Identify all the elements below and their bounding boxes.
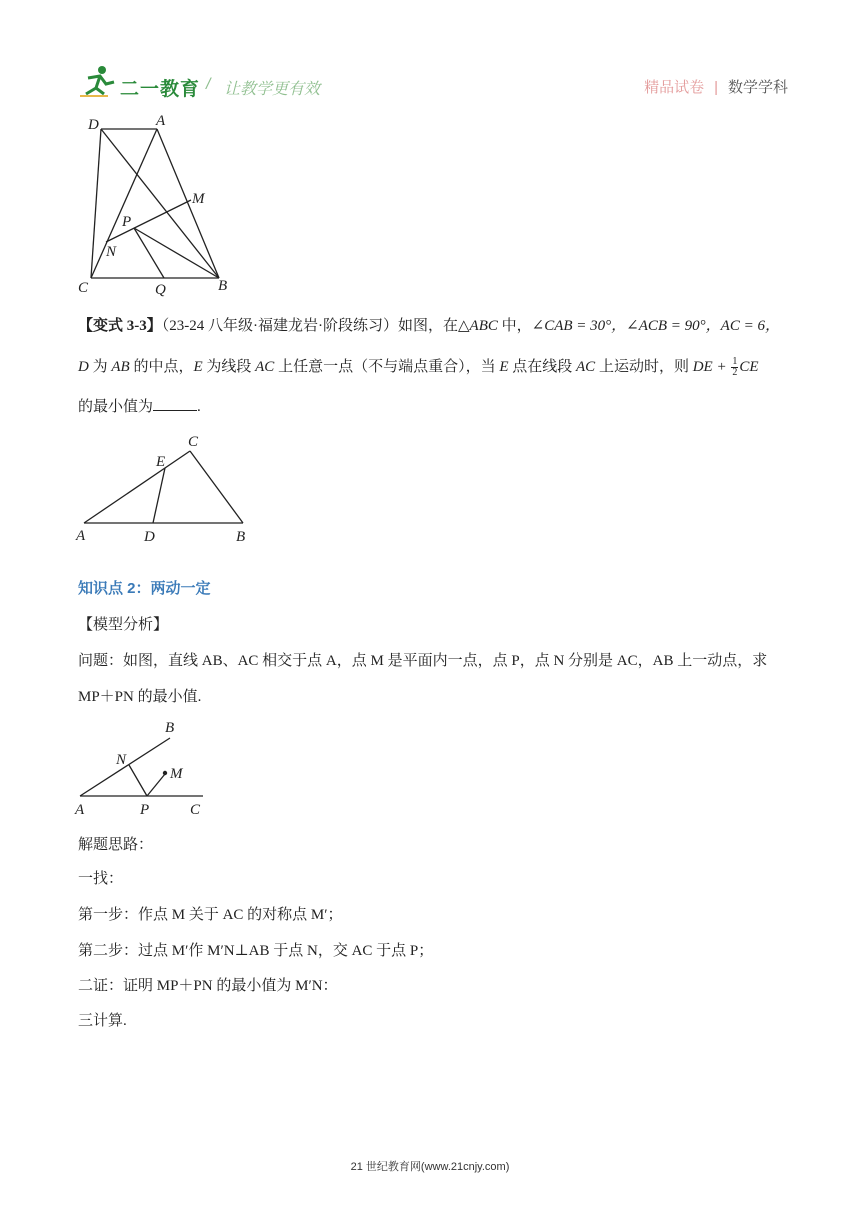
segment-pm — [147, 774, 165, 796]
header-label-quality: 精品试卷 — [644, 79, 705, 96]
label-c: C — [190, 802, 201, 818]
header-subject — [644, 76, 788, 97]
variant-prefix: 【变式 3-3】 — [78, 318, 162, 334]
question-line-2: MP＋PN 的最小值. — [78, 689, 202, 705]
variant-line-2 — [78, 356, 759, 378]
point-m — [163, 771, 167, 775]
var-t4: 上任意一点（不与端点重合），当 — [274, 359, 500, 375]
var-period: . — [197, 399, 201, 415]
var-e2: E — [499, 359, 509, 375]
label-d: D — [88, 117, 99, 133]
segment-dc — [91, 129, 101, 278]
label-a: A — [156, 113, 166, 129]
label-n: N — [116, 752, 127, 768]
slogan-separator: / — [206, 76, 211, 93]
segment-pb — [134, 228, 219, 278]
var-de: DE + — [692, 359, 731, 375]
var-t5: 点在线段 — [508, 359, 577, 375]
solution-step-1: 第一步：作点 M 关于 AC 的对称点 M′； — [78, 907, 343, 923]
label-b: B — [236, 529, 246, 545]
figure-trapezoid — [70, 112, 240, 297]
var-d: D — [78, 359, 89, 375]
label-q: Q — [155, 282, 166, 297]
logo-text: 二一教育 — [120, 79, 201, 100]
var-e: E — [193, 359, 203, 375]
solution-find: 一找： — [78, 871, 124, 887]
figure-triangle — [70, 428, 260, 548]
header — [78, 64, 788, 104]
var-ab: AB — [111, 359, 130, 375]
fraction-half — [731, 357, 738, 378]
segment-np — [129, 765, 147, 796]
label-a: A — [76, 528, 86, 544]
var-t2: 的中点， — [129, 359, 194, 375]
variant-line-3 — [78, 396, 201, 418]
segment-ca — [91, 129, 157, 278]
variant-conditions: ∠CAB = 30°，∠ACB = 90°，AC = 6， — [531, 318, 780, 334]
figure-angle-model — [70, 716, 220, 820]
label-b: B — [218, 278, 228, 294]
variant-mid: 中， — [497, 318, 532, 334]
var-t3: 为线段 — [202, 359, 256, 375]
model-heading: 【模型分析】 — [78, 617, 169, 633]
solution-step-2: 第二步：过点 M′作 M′N⊥AB 于点 N，交 AC 于点 P； — [78, 943, 434, 959]
label-m: M — [170, 766, 183, 782]
label-a: A — [75, 802, 85, 818]
runner-logo-icon — [78, 64, 118, 98]
label-n: N — [106, 244, 117, 260]
header-divider: | — [714, 79, 718, 96]
fraction-denominator: 2 — [732, 367, 738, 379]
label-c: C — [78, 280, 89, 296]
answer-blank[interactable] — [153, 396, 197, 411]
footer: 21 世纪教育网(www.21cnjy.com) — [350, 1161, 510, 1173]
var-t6: 上运动时，则 — [595, 359, 693, 375]
triangle-name: ABC — [469, 318, 498, 334]
section-title: 知识点 2：两动一定 — [78, 580, 211, 597]
fraction-numerator: 1 — [732, 356, 738, 368]
label-b: B — [165, 720, 175, 736]
label-m: M — [192, 191, 205, 207]
solution-prove: 二证：证明 MP＋PN 的最小值为 M′N： — [78, 978, 338, 994]
segment-cb — [190, 451, 243, 523]
var-t1: 为 — [88, 359, 112, 375]
label-d: D — [144, 529, 155, 545]
variant-line-1 — [78, 315, 780, 337]
header-label-subject: 数学学科 — [727, 79, 788, 96]
segment-ab — [157, 129, 219, 278]
label-c: C — [188, 434, 199, 450]
var-ac2: AC — [576, 359, 596, 375]
solution-heading: 解题思路： — [78, 837, 154, 853]
var-ce: CE — [739, 359, 759, 375]
label-e: E — [156, 454, 166, 470]
question-line-1: 问题：如图，直线 AB、AC 相交于点 A，点 M 是平面内一点，点 P，点 N 分别是 AC，AB 上一动点，求 — [78, 653, 768, 669]
segment-ac — [84, 451, 190, 523]
segment-pq — [134, 228, 164, 278]
var-answer-prompt: 的最小值为 — [78, 399, 154, 415]
label-p: P — [140, 802, 150, 818]
label-p: P — [122, 214, 132, 230]
var-ac: AC — [255, 359, 275, 375]
segment-nm — [106, 200, 191, 242]
variant-source: （23-24 八年级·福建龙岩·阶段练习）如图，在△ — [161, 318, 470, 334]
segment-de — [153, 468, 165, 523]
solution-compute: 三计算. — [78, 1013, 127, 1029]
slogan: 让教学更有效 — [224, 81, 321, 98]
